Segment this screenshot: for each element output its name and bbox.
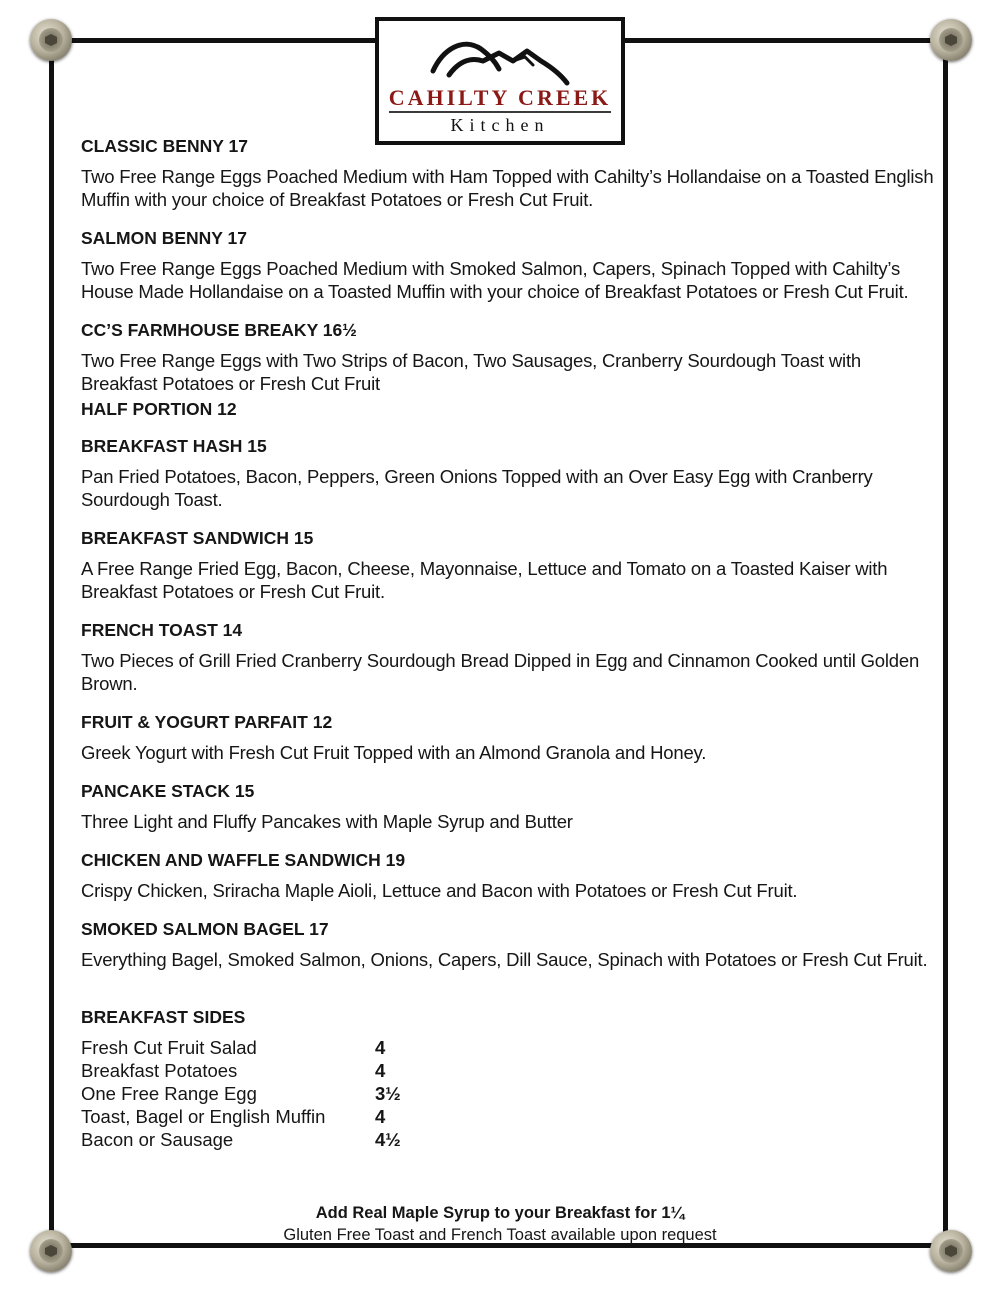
side-row	[81, 1059, 941, 1082]
item-title: SMOKED SALMON BAGEL 17	[81, 919, 329, 939]
side-row	[81, 1128, 941, 1151]
side-name: Toast, Bagel or English Muffin	[81, 1106, 326, 1127]
screw-icon-top-right	[930, 19, 972, 61]
item-description: Everything Bagel, Smoked Salmon, Onions, Capers, Dill Sauce, Spinach with Potatoes or Fresh Cut Fruit.	[81, 949, 928, 970]
menu-item-french-toast	[81, 620, 941, 695]
side-price: 4½	[375, 1129, 401, 1150]
menu-item-pancake-stack	[81, 781, 941, 833]
logo-subtitle: Kitchen	[450, 115, 550, 135]
item-title: CHICKEN AND WAFFLE SANDWICH 19	[81, 850, 406, 870]
item-title: PANCAKE STACK 15	[81, 781, 255, 801]
side-row	[81, 1082, 941, 1105]
maple-syrup-note: Add Real Maple Syrup to your Breakfast for 1¼	[315, 1204, 685, 1222]
side-price: 4	[375, 1106, 386, 1127]
item-description: Crispy Chicken, Sriracha Maple Aioli, Lettuce and Bacon with Potatoes or Fresh Cut Fruit.	[81, 880, 798, 901]
item-title: CC’S FARMHOUSE BREAKY 16½	[81, 320, 357, 340]
item-title: CLASSIC BENNY 17	[81, 136, 248, 156]
side-name: Fresh Cut Fruit Salad	[81, 1037, 257, 1058]
item-description: A Free Range Fried Egg, Bacon, Cheese, Mayonnaise, Lettuce and Tomato on a Toasted Kaiser with Breakfast Potatoes or Fresh Cut Fruit.	[81, 558, 888, 602]
side-name: Bacon or Sausage	[81, 1129, 234, 1150]
screw-icon-top-left	[30, 19, 72, 61]
menu-footer	[0, 1202, 1000, 1246]
side-row	[81, 1036, 941, 1059]
menu-item-salmon-benny	[81, 228, 941, 303]
item-description: Pan Fried Potatoes, Bacon, Peppers, Green Onions Topped with an Over Easy Egg with Cranberry Sourdough Toast.	[81, 466, 873, 510]
side-price: 3½	[375, 1083, 401, 1104]
item-description: Two Free Range Eggs Poached Medium with Ham Topped with Cahilty’s Hollandaise on a Toasted English Muffin with your choice of Breakfast Potatoes or Fresh Cut Fruit.	[81, 166, 934, 210]
item-title: BREAKFAST HASH 15	[81, 436, 267, 456]
side-row	[81, 1105, 941, 1128]
side-price: 4	[375, 1037, 386, 1058]
item-description: Greek Yogurt with Fresh Cut Fruit Topped with an Almond Granola and Honey.	[81, 742, 707, 763]
item-title: FRENCH TOAST 14	[81, 620, 243, 640]
gluten-free-note: Gluten Free Toast and French Toast available upon request	[283, 1226, 717, 1244]
breakfast-sides-title: BREAKFAST SIDES	[81, 1007, 246, 1027]
menu-item-fruit-yogurt-parfait	[81, 712, 941, 764]
half-portion-price: HALF PORTION 12	[81, 399, 237, 419]
side-price: 4	[375, 1060, 386, 1081]
menu-item-farmhouse-breaky	[81, 320, 941, 419]
menu-item-chicken-waffle-sandwich	[81, 850, 941, 902]
menu-item-breakfast-hash	[81, 436, 941, 511]
menu-item-breakfast-sandwich	[81, 528, 941, 603]
menu-item-classic-benny	[81, 136, 941, 211]
item-description: Two Free Range Eggs with Two Strips of Bacon, Two Sausages, Cranberry Sourdough Toast with Breakfast Potatoes or Fresh Cut Fruit	[81, 350, 861, 394]
side-name: Breakfast Potatoes	[81, 1060, 238, 1081]
restaurant-logo	[375, 17, 625, 145]
mountain-logo-icon	[429, 31, 579, 87]
item-description: Three Light and Fluffy Pancakes with Maple Syrup and Butter	[81, 811, 573, 832]
item-title: FRUIT & YOGURT PARFAIT 12	[81, 712, 333, 732]
logo-divider	[389, 111, 611, 113]
item-description: Two Free Range Eggs Poached Medium with Smoked Salmon, Capers, Spinach Topped with Cahilty’s House Made Hollandaise on a Toasted Muffin with your choice of Breakfast Potatoes or Fresh Cut Fruit.	[81, 258, 909, 302]
side-name: One Free Range Egg	[81, 1083, 257, 1104]
item-title: BREAKFAST SANDWICH 15	[81, 528, 314, 548]
menu-item-smoked-salmon-bagel	[81, 919, 941, 971]
breakfast-menu	[81, 136, 941, 1151]
logo-name: CAHILTY CREEK	[388, 85, 612, 110]
item-title: SALMON BENNY 17	[81, 228, 247, 248]
item-description: Two Pieces of Grill Fried Cranberry Sourdough Bread Dipped in Egg and Cinnamon Cooked until Golden Brown.	[81, 650, 920, 694]
